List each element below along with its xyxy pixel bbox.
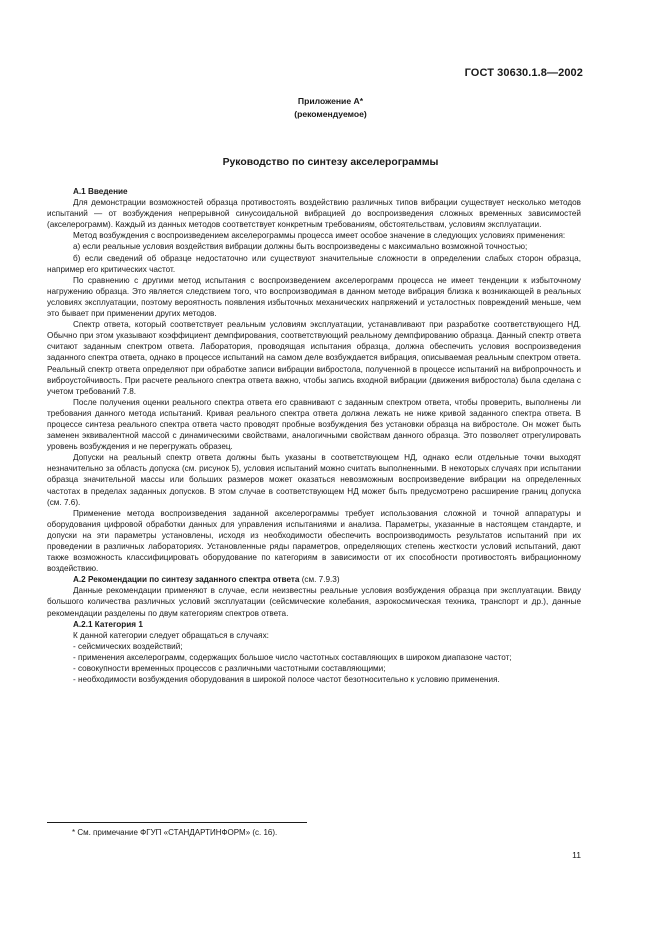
annex-label: Приложение А* [297,96,364,106]
list-item: - совокупности временных процессов с различными частотными составляющими; [73,664,386,674]
paragraph: К данной категории следует обращаться в случаях: [73,630,269,640]
paragraph: Спектр ответа, который соответствует реальным условиям эксплуатации, устанавливают при разработке соответствующего НД. Обычно при этом указывают коэффициент демпфирования, соответствующий реальному демпфированию образца. Данный спектр ответа считают заданным спектром ответа. Лаборатория, проводящая испытания образца, должна обеспечить условия воспроизведения заданного спектра ответа, однако в процессе испытаний на самом деле возбуждается вибрация, описываемая реальным спектром ответа. Реальный спектр ответа определяют при обработке записи вибрации вибростола, полученной в процессе испытаний на вибропрочность и виброустойчивость. При расчете реального спектра ответа важно, чтобы запись входной вибрации (движения вибростола) была сделана с учетом требований 7.8. [47,320,581,396]
paragraph: По сравнению с другими метод испытания с воспроизведением акселерограмм процесса не имеет тенденции к избыточному нагружению образца. Это является следствием того, что воспроизводимая в данном методе вибрация близка к возникающей в реальных условиях эксплуатации, поэтому вероятность появления избыточных механических напряжений и усталостных повреждений меньше, чем это бывает при применении других методов. [47,275,581,319]
paragraph: Метод возбуждения с воспроизведением акселерограммы процесса имеет особое значение в следующих условиях применения: [73,231,566,241]
standard-designation: ГОСТ 30630.1.8—2002 [464,67,583,79]
section-a1-heading: А.1 Введение [73,187,128,196]
section-a21-heading: А.2.1 Категория 1 [73,619,143,629]
section-a2-heading [47,574,581,585]
list-item: а) если реальные условия воздействия вибрации должны быть воспроизведены с максимально возможной точностью; [73,242,528,252]
list-item: - необходимости возбуждения оборудования в широкой полосе частот безотносительно к условию применения. [73,675,500,685]
list-item: - применения акселерограмм, содержащих большое число частотных составляющих в широком диапазоне частот; [73,652,512,662]
paragraph: Допуски на реальный спектр ответа должны быть указаны в соответствующем НД, однако если отдельные точки выходят незначительно за область допуска (см. рисунок 5), условия испытаний можно считать выполненными. В некоторых случаях при испытании образца значительной массы или больших размеров может оказаться невозможным воспроизведение вибрации на определенных частотах в пределах заданных допусков. В этом случае в соответствующем НД может быть предусмотрено расширение границ допуска (см. 7.6). [47,453,581,507]
page-title: Руководство по синтезу акселерограммы [222,157,439,168]
paragraph: Применение метода воспроизведения заданной акселерограммы требует использования сложной и точной аппаратуры и оборудования цифровой обработки данных для управления испытаниями и анализа. Параметры, указанные в настоящем стандарте, и допуски на эти параметры установлены, исходя из необходимости обеспечить воспроизводимость результатов испытаний при их проведении в различных лабораториях. Установленные ряды параметров, определяющих степень жесткости условий испытаний, дают также возможность классифицировать оборудование по категориям в зависимости от их способности противостоять вибрационному воздействию. [47,508,581,574]
page-number: 11 [572,850,581,860]
list-item: б) если сведений об образце недостаточно или существуют значительные сложности в определении слабых сторон образца, например его критических частот. [47,253,581,274]
annex-block [0,95,661,121]
section-a2-title: А.2 Рекомендации по синтезу заданного спектра ответа [73,575,300,585]
footnote-divider [47,822,307,823]
list-item: - сейсмических воздействий; [73,641,183,651]
paragraph: После получения оценки реального спектра ответа его сравнивают с заданным спектром ответа, чтобы проверить, выполнены ли требования данного метода испытаний. Кривая реального спектра ответа должна лежать не ниже кривой заданного спектра ответа. В процессе синтеза реального спектра ответа часто проводят пробные возбуждения без установки образца на вибростоле. Он может быть заменен эквивалентной массой с динамическими свойствами, аналогичными свойствам данного образца. Это позволяет отрегулировать уровень возбуждения и не перегружать образец. [47,397,581,452]
document-body [47,186,581,685]
footnote: * См. примечание ФГУП «СТАНДАРТИНФОРМ» (с. 16). [72,828,278,837]
section-a2-reference: (см. 7.9.3) [299,575,340,585]
paragraph: Данные рекомендации применяют в случае, если неизвестны реальные условия возбуждения образца при эксплуатации. Ввиду большого количества различных условий эксплуатации (сейсмические колебания, аэрокосмическая техника, транспорт и др.), данные рекомендации разделены по двум категориям спектров ответа. [47,586,581,618]
annex-status: (рекомендуемое) [294,109,367,119]
paragraph: Для демонстрации возможностей образца противостоять воздействию различных типов вибрации существует несколько методов испытаний — от возбуждения непрерывной синусоидальной вибрацией до воспроизведения сложных временных зависимостей (акселерограмм). Каждый из данных методов соответствует конкретным требованиям, обстоятельствам, условиям эксплуатации. [47,198,581,230]
